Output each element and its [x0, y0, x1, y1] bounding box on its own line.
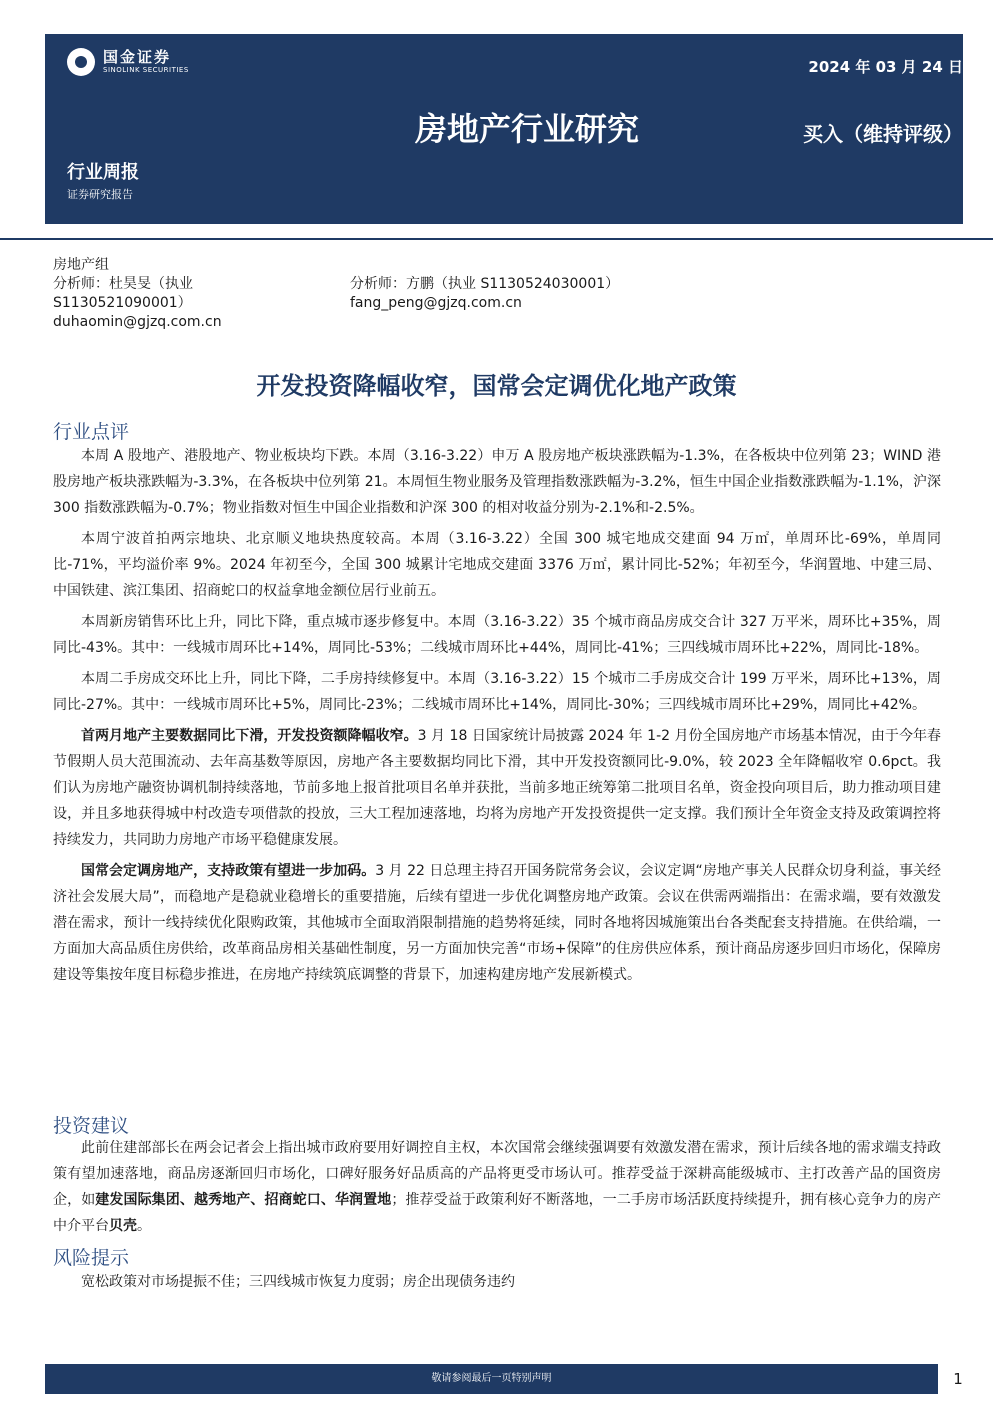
paragraph: 宽松政策对市场提振不佳；三四线城市恢复力度弱；房企出现债务违约	[81, 1274, 515, 1290]
report-date: 2024 年 03 月 24 日	[808, 58, 963, 76]
paragraph	[53, 858, 941, 988]
paragraph: 本周二手房成交环比上升，同比下降，二手房持续修复中。本周（3.16-3.22）15 个城市二手房成交合计 199 万平米，周环比+13%，周同比-27%。其中：一线城市周环比+5%，周同比-23%；二线城市周环比+14%，周同比-30%；三四线城市周环比+29%，周同比+42%。	[53, 671, 941, 713]
report-headline: 开发投资降幅收窄，国常会定调优化地产政策	[256, 372, 737, 400]
paragraph: 本周 A 股地产、港股地产、物业板块均下跌。本周（3.16-3.22）申万 A 股房地产板块涨跌幅为-1.3%，在各板块中位列第 23；WIND 港股房地产板块涨跌幅为-3.3%，在各板块中位列第 21。本周恒生物业服务及管理指数涨跌幅为-3.2%，恒生中国企业指数涨跌幅为-1.1%，沪深 300 指数涨跌幅为-0.7%；物业指数对恒生中国企业指数和沪深 300 的相对收益分别为-2.1%和-2.5%。	[53, 448, 941, 516]
rating-label: 买入（维持评级）	[803, 122, 963, 146]
paragraph	[53, 723, 941, 853]
paragraph: 本周宁波首拍两宗地块、北京顺义地块热度较高。本周（3.16-3.22）全国 300 城宅地成交建面 94 万㎡，单周环比-69%，单周同比-71%，平均溢价率 9%。2024 年初至今，全国 300 城累计宅地成交建面 3376 万㎡，累计同比-52%；年初至今，华润置地、中建三局、中国铁建、滨江集团、招商蛇口的权益拿地金额位居行业前五。	[53, 531, 941, 599]
page-number: 1	[953, 1370, 963, 1388]
analyst-2-name: 分析师：方鹏（执业 S1130524030001）	[350, 276, 620, 292]
report-type: 行业周报	[67, 162, 139, 183]
company-logo	[67, 48, 189, 76]
report-subtype: 证券研究报告	[67, 188, 133, 201]
paragraph-lead: 国常会定调房地产，支持政策有望进一步加码。	[81, 863, 376, 879]
report-header	[45, 34, 963, 224]
logo-name-en: SINOLINK SECURITIES	[103, 66, 189, 74]
analyst-block	[53, 256, 663, 332]
analyst-1-name: 分析师：杜昊旻（执业	[53, 276, 193, 292]
paragraph-text: ；推荐受益于政策利好不断落地，一二手房市场活跃度持续提升，拥有核心竞争力的房产中介平台	[53, 1192, 942, 1234]
analyst-2-email[interactable]: fang_peng@gjzq.com.cn	[350, 295, 522, 311]
logo-name-cn: 国金证券	[103, 48, 172, 66]
section-body-risk	[53, 1269, 941, 1300]
report-title: 房地产行业研究	[415, 110, 640, 148]
section-title-investment-advice: 投资建议	[53, 1115, 130, 1137]
paragraph-lead: 首两月地产主要数据同比下滑，开发投资额降幅收窄。	[81, 728, 418, 744]
analyst-group: 房地产组	[53, 257, 109, 273]
footer-bar: 敬请参阅最后一页特别声明	[45, 1364, 938, 1394]
section-title-risk: 风险提示	[53, 1247, 130, 1269]
recommended-platform: 贝壳	[109, 1218, 137, 1234]
section-body-industry-review	[53, 443, 941, 993]
paragraph: 本周新房销售环比上升，同比下降，重点城市逐步修复中。本周（3.16-3.22）35 个城市商品房成交合计 327 万平米，周环比+35%，周同比-43%。其中：一线城市周环比+14%，周同比-53%；二线城市周环比+44%，周同比-41%；三四线城市周环比+22%，周同比-18%。	[53, 614, 941, 656]
section-title-industry-review: 行业点评	[53, 421, 130, 443]
section-body-investment-advice	[53, 1135, 941, 1244]
recommended-stocks: 建发国际集团、越秀地产、招商蛇口、华润置地	[95, 1192, 392, 1208]
analyst-1-email[interactable]: duhaomin@gjzq.com.cn	[53, 314, 222, 330]
analyst-2	[350, 275, 619, 313]
logo-mark-icon	[67, 48, 95, 76]
paragraph	[53, 1135, 941, 1239]
paragraph-text: 3 月 22 日总理主持召开国务院常务会议，会议定调“房地产事关人民群众切身利益，事关经济社会发展大局”，而稳地产是稳就业稳增长的重要措施，后续有望进一步优化调整房地产政策。会议在供需两端指出：在需求端，要有效激发潜在需求，预计一线持续优化限购政策，其他城市全面取消限制措施的趋势将延续，同时各地将因城施策出台各类配套支持措施。在供给端，一方面加大高品质住房供给，改革商品房相关基础性制度，另一方面加快完善“市场+保障”的住房供应体系，预计商品房逐步回归市场化，保障房建设等集按年度目标稳步推进，在房地产持续筑底调整的背景下，加速构建房地产发展新模式。	[53, 863, 941, 983]
paragraph-text: 此前住建部部长在两会记者会上指出城市政府要用好调控自主权，本次国常会继续强调要有效激发潜在需求，预计后续各地的需求端支持政策有望加速落地，商品房逐渐回归市场化，口碑好服务好品质高的产品将更受市场认可。推荐受益于深耕高能级城市、主打改善产品的国资房企，如	[53, 1140, 941, 1208]
paragraph-text: 。	[137, 1218, 151, 1234]
paragraph-text: 3 月 18 日国家统计局披露 2024 年 1-2 月份全国房地产市场基本情况，由于今年春节假期人员大范围流动、去年高基数等原因，房地产各主要数据均同比下滑，其中开发投资额同比-9.0%，较 2023 全年降幅收窄 0.6pct。我们认为房地产融资协调机制持续落地，节前多地上报首批项目名单并获批，当前多地正统筹第二批项目名单，资金投向项目后，助力推动项目建设，并且多地获得城中村改造专项借款的投放，三大工程加速落地，均将为房地产开发投资提供一定支撑。我们预计全年资金支持及政策调控将持续发力，共同助力房地产市场平稳健康发展。	[53, 728, 942, 848]
analyst-1-license: S1130521090001）	[53, 295, 192, 311]
header-divider	[0, 238, 993, 240]
